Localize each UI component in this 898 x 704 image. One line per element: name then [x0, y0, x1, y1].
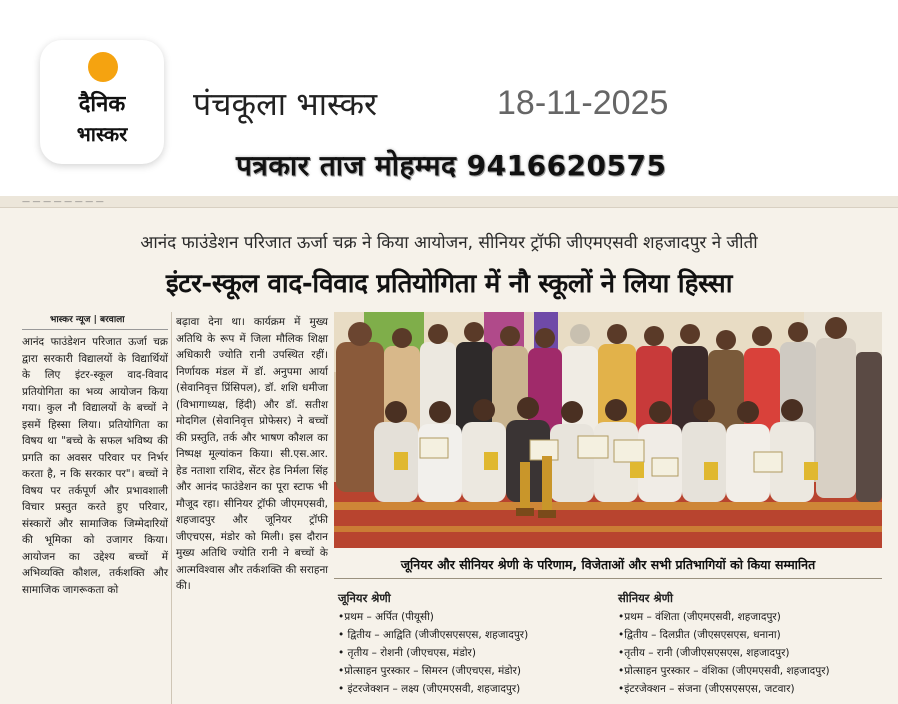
edition-date: 18-11-2025 — [497, 84, 669, 122]
edition-name: पंचकूला भास्कर — [193, 85, 378, 123]
photo-caption: जूनियर और सीनियर श्रेणी के परिणाम, विजेताओं और सभी प्रतिभागियों को किया सम्मानित — [334, 556, 882, 579]
logo-text-line1: दैनिक — [78, 92, 126, 117]
event-group-photo — [334, 312, 882, 548]
article-byline: भास्कर न्यूज | बरवाला — [22, 312, 168, 330]
newspaper-clipping — [0, 196, 898, 704]
article-headline: इंटर-स्कूल वाद-विवाद प्रतियोगिता में नौ स्कूलों ने लिया हिस्सा — [165, 269, 733, 299]
sun-icon — [88, 52, 118, 82]
group-photo-illustration — [334, 312, 882, 548]
result-item: •इंटरजेक्शन – संजना (जीएसएसएस, जटवार) — [618, 683, 795, 695]
result-item: • तृतीय – रोशनी (जीएचएस, मंडोर) — [338, 647, 476, 659]
result-item: • द्वितीय – आद्विति (जीजीएसएसएस, शहजादपुर) — [338, 629, 529, 641]
result-item: •प्रोत्साहन पुरस्कार – सिमरन (जीएचएस, मंडोर) — [338, 665, 522, 677]
reporter-credit: पत्रकार ताज मोहम्मद 9416620575 — [236, 149, 667, 182]
article-body-2: बढ़ावा देना था। कार्यक्रम में मुख्य अतिथि के रूप में जिला मौलिक शिक्षा अधिकारी ज्योति रानी उपस्थित रहीं। निर्णायक मंडल में डॉ. अनुपमा आर्या (सेवानिवृत्त प्रिंसिपल), डॉ. शशि धमीजा (विभागाध्यक्ष, हिंदी) और डॉ. सतीश मोदगिल (सेवानिवृत्त प्रोफेसर) ने बच्चों की प्रस्तुति, तर्क और भाषण कौशल का निष्पक्ष मूल्यांकन किया। सी.एस.आर. हेड नताशा राशिद, सेंटर हेड निर्मला सिंह और आनंद फाउंडेशन का पूरा स्टाफ भी मौजूद रहा। सीनियर ट्रॉफी जीएमएसवी, शहजादपुर और जूनियर ट्रॉफी जीएचएस, मंडोर को मिली। इस दौरान मुख्य अतिथि ज्योति रानी ने बच्चों के आत्मविश्वास और तर्कशक्ति की सराहना की। — [176, 316, 328, 592]
dainik-bhaskar-logo — [40, 40, 164, 164]
junior-results-title: जूनियर श्रेणी — [338, 591, 391, 605]
article-column-2 — [176, 314, 328, 595]
senior-results-title: सीनियर श्रेणी — [618, 591, 673, 605]
senior-results — [618, 591, 888, 698]
clipping-top-edge: — — — — — — — — — [0, 196, 898, 208]
result-item: •प्रथम – वंशिता (जीएमएसवी, शहजादपुर) — [618, 611, 781, 623]
result-item: •प्रोत्साहन पुरस्कार – वंशिका (जीएमएसवी, शहजादपुर) — [618, 665, 830, 677]
result-item: •प्रथम – अर्पित (पीयूसी) — [338, 611, 434, 623]
result-item: •तृतीय – रानी (जीजीएसएसएस, शहजादपुर) — [618, 647, 790, 659]
article-body-1: आनंद फाउंडेशन परिजात ऊर्जा चक्र द्वारा सरकारी विद्यालयों के विद्यार्थियों के लिए इंटर-स्कूल वाद-विवाद प्रतियोगिता का भव्य आयोजन किया गया। कुल नौ विद्यालयों के बच्चों ने इसमें हिस्सा लिया। प्रतियोगिता का विषय था "बच्चे के सफल भविष्य की प्रगति का अवसर परिवार पर निर्भर करता है, न कि सरकार पर"। बच्चों ने विषय पर तर्कपूर्ण और प्रभावशाली विचार प्रस्तुत करते हुए परिवार, संस्कारों और सामाजिक जिम्मेदारियों की भूमिका को उजागर किया। आयोजन का उद्देश्य बच्चों में अभिव्यक्ति कौशल, तर्कशक्ति और सामाजिक जागरूकता को — [22, 336, 168, 596]
page-header — [0, 0, 898, 196]
article-column-1 — [22, 312, 168, 598]
logo-text-line2: भास्कर — [76, 122, 128, 146]
result-item: • इंटरजेक्शन – लक्ष्य (जीएमएसवी, शहजादपुर) — [338, 683, 521, 695]
junior-results — [338, 591, 608, 698]
column-divider — [171, 312, 172, 704]
article-subhead: आनंद फाउंडेशन परिजात ऊर्जा चक्र ने किया आयोजन, सीनियर ट्रॉफी जीएमएसवी शहजादपुर ने जीती — [140, 233, 758, 253]
result-item: •द्वितीय – दिलप्रीत (जीएसएसएस, धनाना) — [618, 629, 781, 641]
